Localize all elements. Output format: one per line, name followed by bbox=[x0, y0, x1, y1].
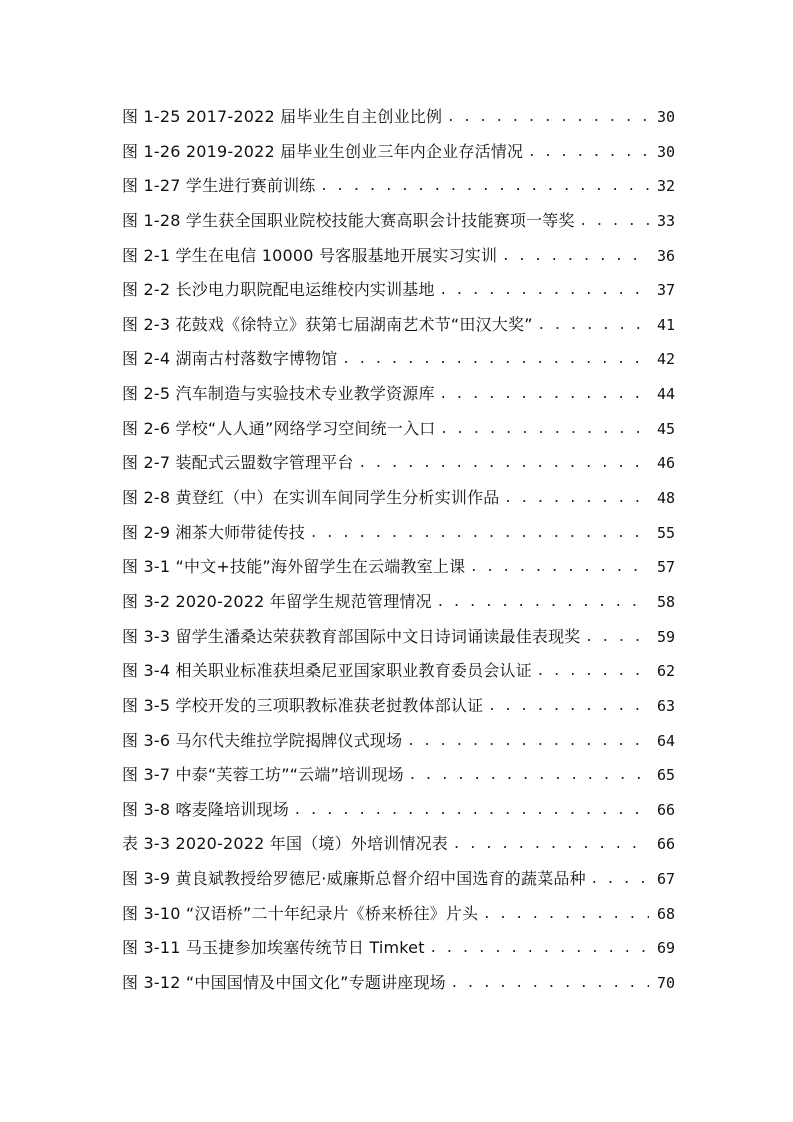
dot-leader bbox=[529, 138, 649, 164]
toc-entry-page-number: 59 bbox=[656, 627, 675, 646]
dot-leader bbox=[360, 449, 649, 475]
toc-entry-title: 图 3-2 2020-2022 年留学生规范管理情况 bbox=[122, 591, 432, 611]
toc-entry-page-number: 33 bbox=[656, 211, 675, 230]
toc-entry[interactable] bbox=[122, 831, 675, 866]
toc-entry[interactable] bbox=[122, 970, 675, 1005]
toc-entry-title: 图 3-12 “中国国情及中国文化”专题讲座现场 bbox=[122, 973, 446, 993]
dot-leader bbox=[539, 311, 649, 337]
toc-entry[interactable] bbox=[122, 866, 675, 901]
toc-entry-title: 图 2-4 湖南古村落数字博物馆 bbox=[122, 349, 338, 369]
toc-entry-title: 图 3-10 “汉语桥”二十年纪录片《桥来桥往》片头 bbox=[122, 903, 479, 923]
dot-leader bbox=[344, 345, 649, 371]
toc-entry-page-number: 48 bbox=[656, 489, 675, 508]
dot-leader bbox=[441, 276, 649, 302]
toc-entry[interactable] bbox=[122, 728, 675, 763]
toc-entry[interactable] bbox=[122, 589, 675, 624]
toc-entry-title: 图 2-8 黄登红（中）在实训车间同学生分析实训作品 bbox=[122, 488, 500, 508]
toc-entry[interactable] bbox=[122, 485, 675, 520]
toc-entry[interactable] bbox=[122, 797, 675, 832]
toc-entry[interactable] bbox=[122, 658, 675, 693]
toc-entry-page-number: 37 bbox=[656, 281, 675, 300]
dot-leader bbox=[441, 415, 649, 441]
dot-leader bbox=[441, 380, 649, 406]
dot-leader bbox=[506, 484, 649, 510]
dot-leader bbox=[581, 207, 649, 233]
toc-entry-page-number: 46 bbox=[656, 454, 675, 473]
toc-entry-page-number: 66 bbox=[656, 800, 675, 819]
toc-entry-title: 图 3-8 喀麦隆培训现场 bbox=[122, 799, 289, 819]
dot-leader bbox=[454, 830, 649, 856]
dot-leader bbox=[471, 553, 649, 579]
toc-entry-title: 图 1-26 2019-2022 届毕业生创业三年内企业存活情况 bbox=[122, 141, 524, 161]
toc-entry[interactable] bbox=[122, 450, 675, 485]
toc-entry[interactable] bbox=[122, 312, 675, 347]
toc-entry-page-number: 41 bbox=[656, 315, 675, 334]
toc-entry-page-number: 70 bbox=[656, 974, 675, 993]
toc-entry[interactable] bbox=[122, 208, 675, 243]
toc-entry-title: 图 1-27 学生进行赛前训练 bbox=[122, 176, 316, 196]
toc-entry-page-number: 44 bbox=[656, 385, 675, 404]
toc-entry-page-number: 69 bbox=[656, 939, 675, 958]
toc-entry-page-number: 68 bbox=[656, 904, 675, 923]
toc-entry-page-number: 30 bbox=[656, 142, 675, 161]
toc-entry-page-number: 66 bbox=[656, 835, 675, 854]
toc-entry-page-number: 57 bbox=[656, 558, 675, 577]
toc-entry[interactable] bbox=[122, 762, 675, 797]
toc-entry-page-number: 36 bbox=[656, 246, 675, 265]
toc-entry-title: 图 1-25 2017-2022 届毕业生自主创业比例 bbox=[122, 107, 443, 126]
toc-entry-title: 图 3-4 相关职业标准获坦桑尼亚国家职业教育委员会认证 bbox=[122, 661, 532, 681]
dot-leader bbox=[438, 588, 649, 614]
toc-entry-title: 图 3-1 “中文+技能”海外留学生在云端教室上课 bbox=[122, 557, 466, 577]
toc-entry-page-number: 42 bbox=[656, 350, 675, 369]
toc-entry-page-number: 32 bbox=[656, 177, 675, 196]
toc-entry-page-number: 64 bbox=[656, 731, 675, 750]
toc-entry[interactable] bbox=[122, 520, 675, 555]
toc-entry-page-number: 65 bbox=[656, 766, 675, 785]
toc-entry[interactable] bbox=[122, 104, 675, 139]
toc-entry[interactable] bbox=[122, 381, 675, 416]
dot-leader bbox=[452, 969, 649, 995]
toc-entry[interactable] bbox=[122, 243, 675, 278]
dot-leader bbox=[448, 103, 649, 129]
toc-entry-page-number: 67 bbox=[656, 870, 675, 889]
toc-entry-page-number: 62 bbox=[656, 662, 675, 681]
toc-entry-title: 图 2-6 学校“人人通”网络学习空间统一入口 bbox=[122, 418, 436, 438]
toc-entry-title: 图 2-3 花鼓戏《徐特立》获第七届湖南艺术节“田汉大奖” bbox=[122, 314, 533, 334]
dot-leader bbox=[587, 623, 649, 649]
dot-leader bbox=[489, 692, 649, 718]
dot-leader bbox=[592, 865, 649, 891]
dot-leader bbox=[408, 727, 649, 753]
dot-leader bbox=[503, 242, 649, 268]
toc-entry[interactable] bbox=[122, 693, 675, 728]
toc-entry-page-number: 63 bbox=[656, 696, 675, 715]
toc-entry-title: 图 2-1 学生在电信 10000 号客服基地开展实习实训 bbox=[122, 245, 498, 265]
toc-entry-title: 图 2-2 长沙电力职院配电运维校内实训基地 bbox=[122, 280, 435, 300]
toc-entry[interactable] bbox=[122, 173, 675, 208]
toc-entry-page-number: 55 bbox=[656, 523, 675, 542]
toc-entry-title: 图 3-9 黄良斌教授给罗德尼·威廉斯总督介绍中国选育的蔬菜品种 bbox=[122, 869, 586, 889]
toc-entry-title: 图 3-6 马尔代夫维拉学院揭牌仪式现场 bbox=[122, 730, 403, 750]
toc-entry[interactable] bbox=[122, 935, 675, 970]
toc-entry-title: 表 3-3 2020-2022 年国（境）外培训情况表 bbox=[122, 834, 449, 854]
dot-leader bbox=[295, 796, 649, 822]
toc-entry[interactable] bbox=[122, 624, 675, 659]
toc-entry[interactable] bbox=[122, 416, 675, 451]
toc-entry[interactable] bbox=[122, 901, 675, 936]
list-of-figures bbox=[122, 104, 675, 1005]
toc-entry-title: 图 3-5 学校开发的三项职教标准获老挝教体部认证 bbox=[122, 695, 484, 715]
toc-entry-page-number: 30 bbox=[656, 108, 675, 126]
dot-leader bbox=[484, 900, 649, 926]
toc-entry-title: 图 2-7 装配式云盟数字管理平台 bbox=[122, 453, 354, 473]
toc-entry[interactable] bbox=[122, 139, 675, 174]
dot-leader bbox=[410, 761, 649, 787]
toc-entry-title: 图 3-11 马玉捷参加埃塞传统节日 Timket bbox=[122, 938, 425, 958]
toc-entry[interactable] bbox=[122, 346, 675, 381]
toc-entry-page-number: 58 bbox=[656, 592, 675, 611]
toc-entry-title: 图 1-28 学生获全国职业院校技能大赛高职会计技能赛项一等奖 bbox=[122, 210, 575, 230]
dot-leader bbox=[322, 172, 650, 198]
toc-entry-title: 图 2-5 汽车制造与实验技术专业教学资源库 bbox=[122, 384, 435, 404]
dot-leader bbox=[538, 657, 649, 683]
toc-entry-page-number: 45 bbox=[656, 419, 675, 438]
toc-entry-title: 图 3-7 中泰“芙蓉工坊”“云端”培训现场 bbox=[122, 765, 404, 785]
dot-leader bbox=[431, 934, 649, 960]
toc-entry[interactable] bbox=[122, 554, 675, 589]
dot-leader bbox=[311, 519, 649, 545]
toc-entry[interactable] bbox=[122, 277, 675, 312]
toc-entry-title: 图 3-3 留学生潘桑达荣获教育部国际中文日诗词诵读最佳表现奖 bbox=[122, 626, 581, 646]
toc-entry-title: 图 2-9 湘茶大师带徒传技 bbox=[122, 522, 306, 542]
